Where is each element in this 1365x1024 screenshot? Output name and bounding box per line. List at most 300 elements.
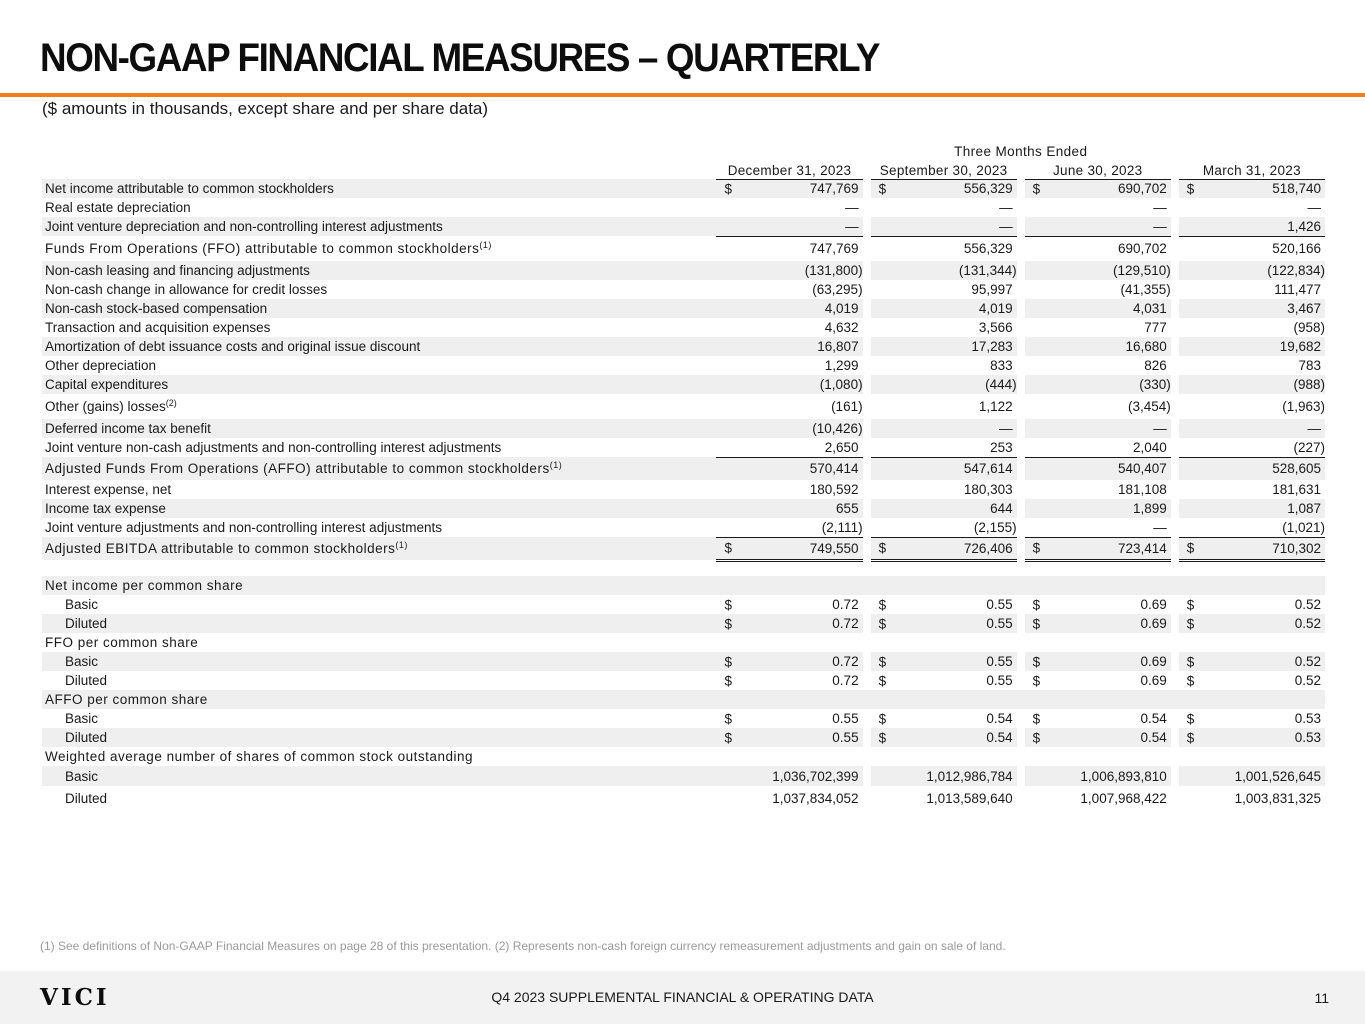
value-cell (1179, 375, 1325, 394)
value-text: 0.55 (986, 597, 1013, 612)
value-cell (716, 198, 862, 217)
value-text: — (999, 200, 1013, 215)
value-text: — (845, 200, 859, 215)
value-cell (1025, 299, 1171, 318)
column-gap (1017, 318, 1025, 337)
value-text: (10,426) (812, 421, 863, 436)
column-gap (1171, 652, 1179, 671)
value-text: (161) (831, 399, 863, 414)
value-cell (1025, 261, 1171, 280)
column-gap (1017, 709, 1025, 728)
value-text: (3,454) (1127, 399, 1171, 414)
footnote-marker: (1) (479, 240, 492, 250)
value-cell (871, 786, 1017, 810)
table-row (42, 537, 1325, 560)
currency-symbol: $ (878, 181, 887, 197)
value-cell (1025, 786, 1171, 810)
value-text: 749,550 (809, 540, 859, 556)
header-spacer (42, 141, 716, 162)
table-row (42, 747, 1325, 766)
value-cell (871, 595, 1017, 614)
column-gap (863, 614, 871, 633)
value-cell (871, 356, 1017, 375)
row-label-text: Deferred income tax benefit (45, 421, 211, 436)
value-text: (2,155) (973, 519, 1017, 535)
value-text: 4,019 (978, 301, 1013, 316)
value-cell (716, 318, 862, 337)
value-text: (122,834) (1267, 263, 1325, 278)
value-text: 518,740 (1272, 181, 1321, 197)
value-text: 1,003,831,325 (1234, 790, 1321, 806)
column-gap (863, 518, 871, 537)
value-cell (871, 337, 1017, 356)
empty-cells (716, 747, 1325, 766)
currency-symbol: $ (1032, 616, 1041, 631)
row-label (42, 299, 716, 318)
column-gap (1171, 236, 1179, 261)
column-gap (1171, 728, 1179, 747)
table-row (42, 280, 1325, 299)
value-cell (716, 299, 862, 318)
value-text: — (1153, 421, 1167, 436)
column-gap (1171, 198, 1179, 217)
currency-symbol: $ (724, 730, 732, 745)
column-gap (863, 162, 871, 179)
column-gap (1017, 614, 1025, 633)
value-cell (871, 480, 1017, 499)
value-text: — (1153, 200, 1167, 215)
value-text: (227) (1293, 439, 1325, 455)
column-header: June 30, 2023 (1025, 162, 1171, 179)
currency-symbol: $ (724, 181, 732, 197)
value-cell (716, 652, 862, 671)
period-header: Three Months Ended (954, 144, 1088, 159)
spacer-row (42, 560, 1325, 576)
row-label (42, 217, 716, 236)
row-label (42, 198, 716, 217)
column-gap (863, 280, 871, 299)
value-cell (716, 261, 862, 280)
value-text: (63,295) (812, 282, 863, 297)
value-text: 0.54 (1140, 711, 1167, 726)
column-gap (863, 457, 871, 480)
value-cell (1179, 179, 1325, 198)
value-text: 690,702 (1117, 241, 1167, 257)
value-cell (871, 394, 1017, 419)
table-row (42, 236, 1325, 261)
value-cell (871, 375, 1017, 394)
currency-symbol: $ (1186, 730, 1195, 745)
row-label (42, 786, 716, 810)
value-text: 556,329 (963, 241, 1013, 257)
value-text: 0.52 (1294, 673, 1321, 688)
value-text: 2,650 (824, 439, 859, 455)
row-label (42, 394, 716, 419)
currency-symbol: $ (1186, 654, 1195, 669)
value-cell (716, 236, 862, 261)
value-text: 1,899 (1132, 501, 1167, 516)
value-cell (1179, 299, 1325, 318)
table-row (42, 480, 1325, 499)
value-cell (716, 356, 862, 375)
row-label-text: AFFO per common share (45, 692, 208, 707)
value-cell (1025, 419, 1171, 438)
column-gap (1171, 766, 1179, 786)
non-gaap-table (42, 141, 1325, 810)
value-text: (131,344) (958, 263, 1017, 278)
value-text: (131,800) (804, 263, 863, 278)
table-row (42, 457, 1325, 480)
currency-symbol: $ (1186, 540, 1195, 556)
value-cell (716, 614, 862, 633)
value-text: 556,329 (963, 181, 1013, 197)
currency-symbol: $ (878, 711, 887, 726)
value-cell (1025, 375, 1171, 394)
currency-symbol: $ (1032, 540, 1041, 556)
value-text: 826 (1144, 358, 1167, 373)
column-gap (1171, 394, 1179, 419)
table-row (42, 356, 1325, 375)
row-label (42, 356, 716, 375)
spacer-cell (42, 560, 1325, 576)
value-text: 1,122 (978, 399, 1013, 414)
column-gap (1171, 595, 1179, 614)
column-gap (1171, 337, 1179, 356)
value-cell (716, 179, 862, 198)
table-row (42, 299, 1325, 318)
value-text: — (1153, 519, 1167, 535)
value-cell (871, 728, 1017, 747)
value-text: 0.69 (1140, 616, 1167, 631)
column-gap (1017, 499, 1025, 518)
value-text: (2,111) (821, 519, 863, 535)
row-label (42, 595, 716, 614)
row-label-text: Interest expense, net (45, 482, 172, 497)
table-row (42, 652, 1325, 671)
value-text: 655 (836, 501, 859, 516)
column-gap (863, 198, 871, 217)
value-cell (1179, 236, 1325, 261)
column-gap (863, 261, 871, 280)
column-gap (1171, 709, 1179, 728)
column-gap (863, 179, 871, 198)
column-gap (863, 217, 871, 236)
column-header-row (42, 162, 1325, 179)
value-text: 0.54 (1140, 730, 1167, 745)
column-gap (1017, 671, 1025, 690)
value-text: 747,769 (809, 181, 859, 197)
row-label-text: Diluted (65, 673, 108, 688)
column-gap (1017, 652, 1025, 671)
value-cell (1025, 280, 1171, 299)
value-text: — (845, 218, 859, 234)
page-title: NON-GAAP FINANCIAL MEASURES – QUARTERLY (40, 36, 880, 80)
value-cell (716, 786, 862, 810)
column-gap (1017, 728, 1025, 747)
column-gap (1017, 480, 1025, 499)
column-gap (863, 337, 871, 356)
column-gap (1017, 356, 1025, 375)
value-cell (1025, 457, 1171, 480)
row-label (42, 537, 716, 560)
table-row (42, 614, 1325, 633)
row-label (42, 614, 716, 633)
value-text: 16,807 (817, 339, 859, 354)
column-gap (1171, 614, 1179, 633)
value-cell (1025, 394, 1171, 419)
footer-title: Q4 2023 SUPPLEMENTAL FINANCIAL & OPERATING DATA (491, 989, 874, 1005)
table-row (42, 709, 1325, 728)
row-label (42, 518, 716, 537)
row-label (42, 318, 716, 337)
value-text: (129,510) (1112, 263, 1171, 278)
column-gap (863, 356, 871, 375)
value-text: (1,080) (819, 377, 863, 392)
table-row (42, 261, 1325, 280)
value-text: 1,001,526,645 (1234, 768, 1321, 784)
units-subtitle: ($ amounts in thousands, except share and per share data) (42, 99, 489, 118)
row-label-text: Joint venture depreciation and non-controlling interest adjustments (45, 219, 443, 234)
table-row (42, 633, 1325, 652)
column-gap (1017, 457, 1025, 480)
row-label-text: Amortization of debt issuance costs and original issue discount (45, 339, 421, 354)
table-row (42, 786, 1325, 810)
value-text: 1,012,986,784 (926, 768, 1013, 784)
value-text: 4,632 (824, 320, 859, 335)
value-text: 783 (1298, 358, 1321, 373)
row-label (42, 419, 716, 438)
column-gap (863, 318, 871, 337)
value-cell (871, 179, 1017, 198)
value-text: (958) (1293, 320, 1325, 335)
value-cell (716, 518, 862, 537)
column-gap (1171, 318, 1179, 337)
currency-symbol: $ (1032, 654, 1041, 669)
column-gap (1171, 299, 1179, 318)
value-text: 0.52 (1294, 616, 1321, 631)
table-row (42, 438, 1325, 457)
column-gap (1171, 457, 1179, 480)
currency-symbol: $ (1032, 181, 1041, 197)
value-text: 1,036,702,399 (772, 768, 859, 784)
value-cell (716, 480, 862, 499)
value-cell (1179, 671, 1325, 690)
value-text: 4,031 (1132, 301, 1167, 316)
value-cell (1179, 652, 1325, 671)
value-cell (716, 280, 862, 299)
currency-symbol: $ (1186, 673, 1195, 688)
currency-symbol: $ (878, 616, 887, 631)
value-text: 0.52 (1294, 597, 1321, 612)
column-gap (1171, 419, 1179, 438)
row-label-text: Adjusted EBITDA attributable to common stockholders (45, 541, 396, 556)
value-text: 0.55 (986, 616, 1013, 631)
row-label-text: Other (gains) losses (45, 399, 166, 414)
value-cell (1179, 438, 1325, 457)
value-text: 0.72 (832, 597, 859, 612)
value-cell (871, 318, 1017, 337)
value-text: 180,592 (809, 482, 859, 497)
column-gap (1171, 480, 1179, 499)
column-gap (1017, 766, 1025, 786)
value-text: 111,477 (1274, 282, 1321, 297)
currency-symbol: $ (878, 730, 887, 745)
value-cell (1179, 198, 1325, 217)
value-cell (871, 419, 1017, 438)
column-gap (1171, 217, 1179, 236)
value-text: 0.55 (832, 711, 859, 726)
value-text: (41,355) (1120, 282, 1171, 297)
column-gap (863, 394, 871, 419)
currency-symbol: $ (878, 540, 887, 556)
value-cell (1179, 499, 1325, 518)
currency-symbol: $ (724, 597, 732, 612)
value-text: — (1307, 200, 1321, 215)
value-text: 0.72 (832, 673, 859, 688)
row-label (42, 576, 716, 595)
currency-symbol: $ (1032, 597, 1041, 612)
column-gap (1171, 162, 1179, 179)
column-gap (863, 438, 871, 457)
row-label (42, 337, 716, 356)
currency-symbol: $ (1186, 711, 1195, 726)
value-cell (716, 337, 862, 356)
column-gap (1017, 179, 1025, 198)
column-gap (1017, 162, 1025, 179)
column-gap (1171, 786, 1179, 810)
value-cell (1025, 217, 1171, 236)
value-cell (1179, 728, 1325, 747)
column-gap (1017, 537, 1025, 560)
row-label-text: Income tax expense (45, 501, 166, 516)
value-cell (716, 457, 862, 480)
period-header-row (42, 141, 1325, 162)
value-text: 4,019 (824, 301, 859, 316)
column-gap (863, 671, 871, 690)
value-cell (871, 299, 1017, 318)
row-label-text: Diluted (65, 730, 108, 745)
value-cell (871, 652, 1017, 671)
value-cell (871, 438, 1017, 457)
value-text: (988) (1293, 377, 1325, 392)
column-gap (863, 480, 871, 499)
row-label-text: Non-cash change in allowance for credit losses (45, 282, 328, 297)
value-cell (1025, 318, 1171, 337)
column-gap (1171, 499, 1179, 518)
column-gap (1017, 299, 1025, 318)
row-label (42, 280, 716, 299)
value-text: 2,040 (1132, 439, 1167, 455)
column-gap (1171, 671, 1179, 690)
value-cell (871, 766, 1017, 786)
column-gap (1171, 280, 1179, 299)
row-label-text: Joint venture non-cash adjustments and non-controlling interest adjustments (45, 440, 502, 455)
value-text: 0.55 (986, 654, 1013, 669)
value-cell (1179, 786, 1325, 810)
currency-symbol: $ (724, 711, 732, 726)
value-cell (716, 671, 862, 690)
value-cell (716, 766, 862, 786)
value-text: — (1153, 218, 1167, 234)
value-text: — (999, 421, 1013, 436)
table-row (42, 518, 1325, 537)
column-gap (1171, 537, 1179, 560)
value-text: 0.54 (986, 711, 1013, 726)
value-cell (871, 671, 1017, 690)
value-text: 3,566 (978, 320, 1013, 335)
value-text: 0.69 (1140, 673, 1167, 688)
value-cell (716, 375, 862, 394)
value-cell (871, 280, 1017, 299)
value-cell (1025, 438, 1171, 457)
column-gap (1171, 356, 1179, 375)
value-cell (1025, 480, 1171, 499)
row-label (42, 179, 716, 198)
currency-symbol: $ (724, 540, 732, 556)
row-label (42, 709, 716, 728)
value-text: 181,108 (1117, 482, 1167, 497)
value-cell (1179, 337, 1325, 356)
column-gap (863, 766, 871, 786)
row-label-text: Joint venture adjustments and non-controlling interest adjustments (45, 520, 442, 535)
row-label (42, 728, 716, 747)
value-text: 0.69 (1140, 597, 1167, 612)
row-label-text: Net income attributable to common stockholders (45, 181, 334, 196)
column-gap (1017, 217, 1025, 236)
row-label-text: Capital expenditures (45, 377, 169, 392)
footnote-marker: (1) (395, 540, 408, 550)
page-footer (0, 971, 1365, 1024)
value-cell (871, 217, 1017, 236)
value-cell (716, 709, 862, 728)
table-row (42, 318, 1325, 337)
row-label-text: Funds From Operations (FFO) attributable to common stockholders (45, 241, 480, 256)
column-gap (1017, 518, 1025, 537)
currency-symbol: $ (1186, 616, 1195, 631)
value-cell (871, 261, 1017, 280)
row-label-text: Diluted (65, 616, 108, 631)
column-header: December 31, 2023 (716, 162, 862, 179)
value-text: 520,166 (1272, 241, 1321, 257)
row-label (42, 457, 716, 480)
value-cell (716, 217, 862, 236)
row-label-text: Basic (65, 768, 99, 784)
row-label-text: Diluted (65, 790, 108, 806)
row-label-text: Non-cash leasing and financing adjustments (45, 263, 310, 278)
value-text: 181,631 (1272, 482, 1321, 497)
column-gap (1171, 261, 1179, 280)
currency-symbol: $ (724, 673, 732, 688)
column-gap (863, 652, 871, 671)
column-gap (1017, 280, 1025, 299)
currency-symbol: $ (878, 597, 887, 612)
row-label (42, 438, 716, 457)
value-cell (871, 499, 1017, 518)
table-row (42, 728, 1325, 747)
value-cell (1025, 766, 1171, 786)
column-gap (863, 375, 871, 394)
value-cell (1025, 518, 1171, 537)
row-label (42, 671, 716, 690)
row-label-text: Real estate depreciation (45, 200, 191, 215)
value-cell (1025, 337, 1171, 356)
value-cell (1025, 236, 1171, 261)
value-text: 1,006,893,810 (1080, 768, 1167, 784)
value-cell (1179, 356, 1325, 375)
value-text: 0.53 (1294, 730, 1321, 745)
column-gap (863, 786, 871, 810)
table-row (42, 671, 1325, 690)
